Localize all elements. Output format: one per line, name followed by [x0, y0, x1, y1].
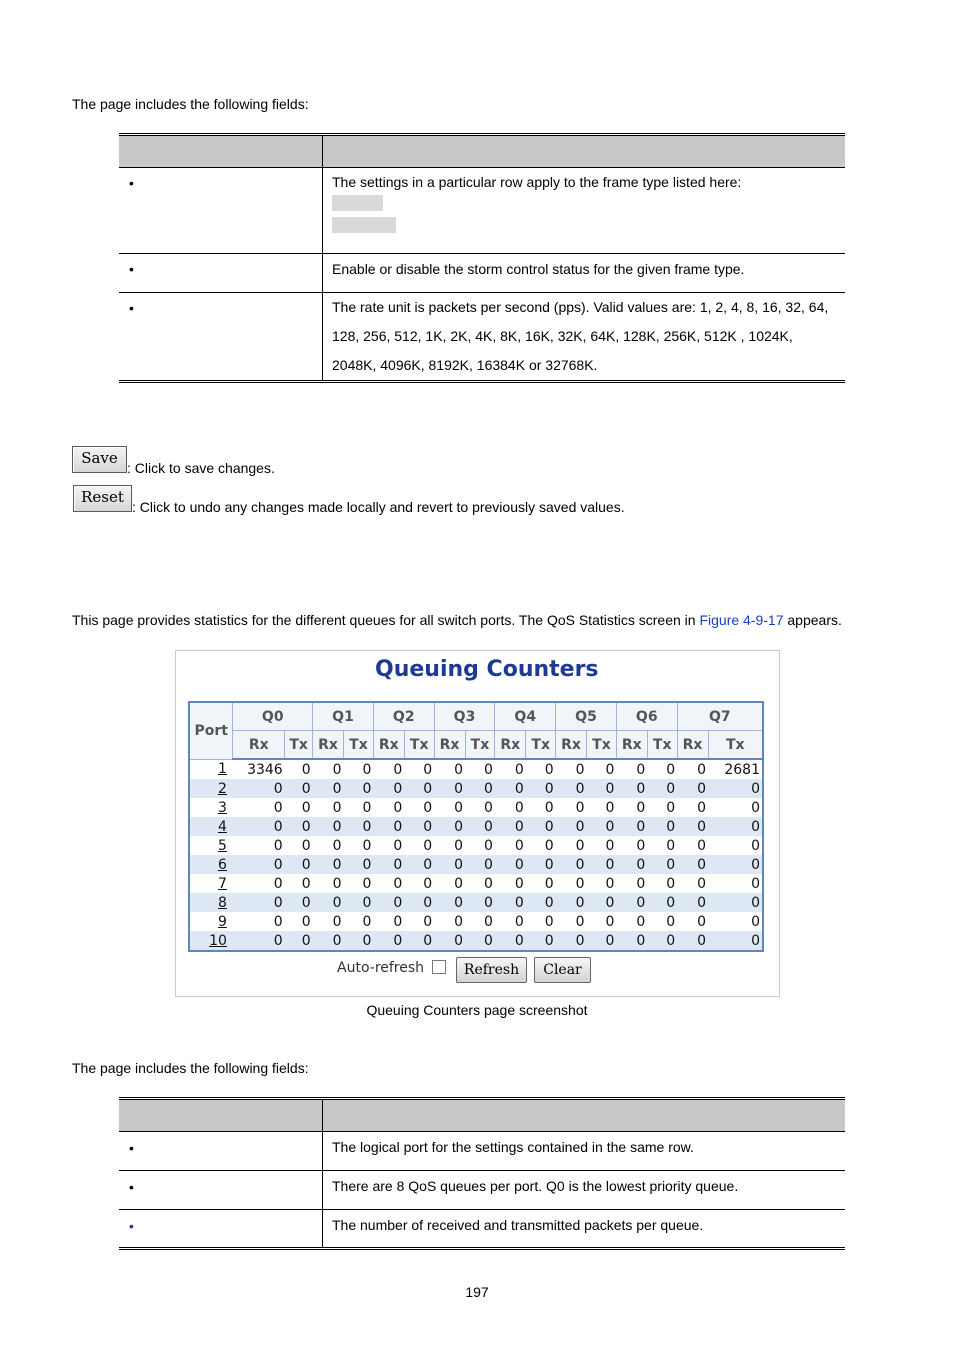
rx-count-cell: 0 [575, 913, 585, 930]
rx-count-cell: 0 [393, 799, 403, 816]
port-link[interactable]: 9 [217, 913, 227, 930]
reset-description: : Click to undo any changes made locally and revert to previously saved values. [132, 499, 625, 515]
table-row [119, 1171, 845, 1210]
table-header-object [119, 1099, 323, 1132]
tx-count-cell: 0 [362, 913, 372, 930]
table-row [189, 912, 763, 931]
rx-count-cell: 0 [514, 875, 524, 892]
row-description: There are 8 QoS queues per port. Q0 is the lowest priority queue. [323, 1171, 846, 1210]
tx-count-cell: 0 [708, 817, 763, 836]
rx-count-cell: 0 [393, 761, 403, 778]
rx-tx-header-row [189, 731, 763, 760]
frame-type-placeholder [332, 217, 396, 233]
rx-header: Rx [313, 731, 344, 760]
tx-count-cell: 0 [587, 931, 617, 951]
auto-refresh-checkbox[interactable] [432, 960, 446, 974]
tx-count-cell: 0 [404, 855, 434, 874]
rx-count-cell: 0 [677, 931, 708, 951]
rx-header: Rx [616, 731, 647, 760]
queue-header: Q3 [434, 702, 495, 731]
tx-header: Tx [285, 731, 313, 760]
rx-count-cell: 0 [636, 875, 646, 892]
tx-count-cell: 0 [605, 837, 615, 854]
tx-count-cell: 2681 [724, 761, 760, 778]
rx-count-cell: 0 [636, 913, 646, 930]
rx-count-cell: 0 [575, 799, 585, 816]
tx-count-cell: 0 [587, 855, 617, 874]
tx-count-cell: 0 [423, 913, 433, 930]
row-description: Enable or disable the storm control status for the given frame type. [323, 254, 846, 293]
rx-header: Rx [556, 731, 587, 760]
rx-count-cell: 0 [313, 855, 344, 874]
rx-count-cell: 0 [495, 855, 526, 874]
table-header-description [323, 135, 846, 168]
save-button[interactable]: Save [72, 446, 127, 473]
rx-count-cell: 0 [495, 931, 526, 951]
tx-header: Tx [404, 731, 434, 760]
tx-count-cell: 0 [483, 799, 493, 816]
tx-count-cell: 0 [285, 779, 313, 798]
bullet: • [129, 1179, 134, 1195]
rx-count-cell: 0 [332, 761, 342, 778]
tx-count-cell: 0 [465, 855, 495, 874]
tx-count-cell: 0 [483, 875, 493, 892]
tx-count-cell: 0 [605, 799, 615, 816]
queue-header-row [189, 702, 763, 731]
port-link[interactable]: 10 [189, 931, 233, 951]
rx-count-cell: 0 [373, 779, 404, 798]
rx-count-cell: 0 [677, 855, 708, 874]
tx-count-cell: 0 [605, 761, 615, 778]
rx-count-cell: 0 [454, 837, 463, 854]
rx-count-cell: 0 [332, 913, 342, 930]
rx-count-cell: 0 [434, 893, 465, 912]
rx-count-cell: 0 [273, 837, 283, 854]
row-description-line: 128, 256, 512, 1K, 2K, 4K, 8K, 16K, 32K, 64K, 128K, 256K, 512K , 1024K, [332, 328, 793, 344]
tx-count-cell: 0 [666, 913, 676, 930]
rx-count-cell: 0 [233, 931, 285, 951]
tx-count-cell: 0 [344, 931, 374, 951]
fields-table-2 [119, 1097, 845, 1250]
tx-count-cell: 0 [587, 817, 617, 836]
queue-header: Q1 [313, 702, 374, 731]
port-header: Port [189, 702, 233, 759]
rx-count-cell: 0 [332, 837, 342, 854]
rx-count-cell: 0 [495, 817, 526, 836]
intro-text-1: The page includes the following fields: [72, 96, 309, 112]
rx-count-cell: 0 [373, 893, 404, 912]
rx-count-cell: 0 [677, 893, 708, 912]
rx-count-cell: 0 [273, 875, 283, 892]
tx-count-cell: 0 [708, 779, 763, 798]
intro-text-3: The page includes the following fields: [72, 1060, 309, 1076]
table-row [189, 779, 763, 798]
bullet: • [129, 1140, 134, 1156]
rx-count-cell: 0 [636, 761, 646, 778]
rx-count-cell: 0 [273, 913, 283, 930]
save-description: : Click to save changes. [127, 460, 275, 476]
rx-count-cell: 0 [514, 799, 524, 816]
rx-count-cell: 0 [454, 799, 463, 816]
table-row [119, 168, 845, 254]
page-number: 197 [465, 1284, 489, 1300]
tx-count-cell: 0 [465, 779, 495, 798]
tx-count-cell: 0 [647, 855, 677, 874]
clear-button[interactable]: Clear [534, 957, 591, 983]
row-description: The logical port for the settings contained in the same row. [323, 1132, 846, 1171]
queue-header: Q5 [556, 702, 617, 731]
tx-count-cell: 0 [544, 799, 554, 816]
tx-count-cell: 0 [285, 855, 313, 874]
table-row [189, 893, 763, 912]
reset-button[interactable]: Reset [73, 485, 132, 512]
rx-count-cell: 0 [514, 761, 524, 778]
rx-count-cell: 0 [233, 779, 285, 798]
tx-count-cell: 0 [465, 893, 495, 912]
tx-count-cell: 0 [605, 875, 615, 892]
figure-caption: Queuing Counters page screenshot [366, 1002, 588, 1018]
queue-header: Q4 [495, 702, 556, 731]
bullet: • [129, 1218, 134, 1234]
rx-count-cell: 0 [273, 799, 283, 816]
rx-count-cell: 0 [393, 837, 403, 854]
tx-count-cell: 0 [404, 817, 434, 836]
queue-header: Q2 [373, 702, 434, 731]
queuing-counters-screenshot [175, 650, 780, 997]
port-link[interactable]: 6 [189, 855, 233, 874]
tx-count-cell: 0 [666, 837, 676, 854]
tx-count-cell: 0 [526, 931, 556, 951]
rx-count-cell: 0 [313, 931, 344, 951]
tx-count-cell: 0 [526, 893, 556, 912]
rx-header: Rx [373, 731, 404, 760]
table-row [119, 293, 845, 382]
tx-count-cell: 0 [483, 913, 493, 930]
rx-header: Rx [434, 731, 465, 760]
rx-count-cell: 0 [514, 913, 524, 930]
tx-count-cell: 0 [483, 761, 493, 778]
rx-count-cell: 0 [495, 779, 526, 798]
rx-count-cell: 0 [636, 799, 646, 816]
rx-count-cell: 0 [575, 875, 585, 892]
port-link[interactable]: 7 [217, 875, 227, 892]
rx-count-cell: 0 [677, 779, 708, 798]
tx-count-cell: 0 [301, 913, 311, 930]
rx-count-cell: 0 [233, 855, 285, 874]
rx-count-cell: 0 [697, 761, 706, 778]
rx-count-cell: 3346 [247, 761, 283, 778]
port-link[interactable]: 2 [189, 779, 233, 798]
tx-count-cell: 0 [362, 761, 372, 778]
rx-count-cell: 0 [332, 799, 342, 816]
rx-count-cell: 0 [697, 875, 706, 892]
rx-count-cell: 0 [616, 779, 647, 798]
rx-count-cell: 0 [697, 837, 706, 854]
rx-count-cell: 0 [697, 913, 706, 930]
rx-count-cell: 0 [616, 855, 647, 874]
tx-count-cell: 0 [544, 875, 554, 892]
tx-count-cell: 0 [587, 893, 617, 912]
rx-count-cell: 0 [313, 817, 344, 836]
tx-count-cell: 0 [751, 913, 760, 930]
tx-count-cell: 0 [423, 875, 433, 892]
rx-count-cell: 0 [332, 875, 342, 892]
tx-count-cell: 0 [708, 855, 763, 874]
fields-table-1 [119, 133, 845, 383]
rx-count-cell: 0 [556, 893, 587, 912]
tx-header: Tx [465, 731, 495, 760]
table-header-row [119, 135, 845, 168]
rx-count-cell: 0 [575, 837, 585, 854]
tx-count-cell: 0 [362, 799, 372, 816]
tx-header: Tx [344, 731, 374, 760]
rx-count-cell: 0 [616, 893, 647, 912]
tx-count-cell: 0 [301, 799, 311, 816]
rx-count-cell: 0 [454, 913, 463, 930]
page-title: Queuing Counters [375, 657, 599, 682]
row-description: The settings in a particular row apply to the frame type listed here: [332, 174, 742, 190]
tx-count-cell: 0 [285, 893, 313, 912]
tx-header: Tx [708, 731, 763, 760]
tx-count-cell: 0 [666, 875, 676, 892]
rx-count-cell: 0 [636, 837, 646, 854]
port-link[interactable]: 3 [217, 799, 227, 816]
queue-header: Q6 [616, 702, 677, 731]
queue-header: Q7 [677, 702, 763, 731]
rx-count-cell: 0 [677, 817, 708, 836]
rx-count-cell: 0 [556, 817, 587, 836]
tx-count-cell: 0 [344, 817, 374, 836]
tx-count-cell: 0 [285, 931, 313, 951]
tx-count-cell: 0 [751, 875, 760, 892]
rx-count-cell: 0 [393, 875, 403, 892]
tx-count-cell: 0 [708, 931, 763, 951]
tx-header: Tx [647, 731, 677, 760]
rx-count-cell: 0 [556, 855, 587, 874]
tx-count-cell: 0 [423, 799, 433, 816]
bullet: • [129, 175, 134, 191]
auto-refresh-label: Auto-refresh [337, 960, 425, 976]
tx-count-cell: 0 [647, 817, 677, 836]
tx-count-cell: 0 [301, 875, 311, 892]
queue-header: Q0 [233, 702, 313, 731]
row-description-line: The rate unit is packets per second (pps). Valid values are: 1, 2, 4, 8, 16, 32, 64, [332, 299, 829, 315]
port-link[interactable]: 8 [189, 893, 233, 912]
tx-header: Tx [526, 731, 556, 760]
rx-count-cell: 0 [556, 779, 587, 798]
intro-text: This page provides statistics for the different queues for all switch ports. The QoS Statistics screen in [72, 612, 700, 628]
tx-count-cell: 0 [666, 761, 676, 778]
rx-count-cell: 0 [434, 817, 465, 836]
tx-count-cell: 0 [344, 855, 374, 874]
tx-count-cell: 0 [751, 799, 760, 816]
table-row [189, 817, 763, 836]
rx-count-cell: 0 [556, 931, 587, 951]
tx-count-cell: 0 [404, 931, 434, 951]
rx-count-cell: 0 [434, 855, 465, 874]
table-row [189, 855, 763, 874]
table-row [189, 836, 763, 855]
tx-count-cell: 0 [587, 779, 617, 798]
tx-count-cell: 0 [301, 761, 311, 778]
table-header-description [323, 1099, 846, 1132]
table-row [189, 759, 763, 779]
rx-count-cell: 0 [434, 931, 465, 951]
tx-count-cell: 0 [362, 875, 372, 892]
table-header-object [119, 135, 323, 168]
rx-count-cell: 0 [616, 931, 647, 951]
tx-count-cell: 0 [526, 855, 556, 874]
rx-count-cell: 0 [575, 761, 585, 778]
tx-count-cell: 0 [544, 761, 554, 778]
port-link[interactable]: 1 [217, 761, 227, 778]
intro-text: appears. [783, 612, 842, 628]
frame-type-placeholder [332, 195, 383, 211]
tx-count-cell: 0 [708, 893, 763, 912]
tx-count-cell: 0 [647, 931, 677, 951]
rx-header: Rx [677, 731, 708, 760]
tx-count-cell: 0 [285, 817, 313, 836]
tx-count-cell: 0 [751, 837, 760, 854]
tx-count-cell: 0 [301, 837, 311, 854]
row-description: The number of received and transmitted packets per queue. [323, 1210, 846, 1249]
bullet: • [129, 300, 134, 316]
tx-count-cell: 0 [423, 837, 433, 854]
intro-text-2 [72, 612, 842, 628]
table-row [119, 1132, 845, 1171]
rx-count-cell: 0 [373, 931, 404, 951]
tx-count-cell: 0 [423, 761, 433, 778]
queuing-counters-body [189, 759, 763, 951]
port-link[interactable]: 5 [217, 837, 227, 854]
tx-count-cell: 0 [526, 817, 556, 836]
tx-count-cell: 0 [404, 893, 434, 912]
rx-count-cell: 0 [233, 893, 285, 912]
rx-count-cell: 0 [514, 837, 524, 854]
table-row [189, 798, 763, 817]
tx-count-cell: 0 [404, 779, 434, 798]
tx-count-cell: 0 [666, 799, 676, 816]
rx-count-cell: 0 [393, 913, 403, 930]
refresh-button[interactable]: Refresh [456, 957, 527, 983]
rx-count-cell: 0 [434, 779, 465, 798]
rx-header: Rx [233, 731, 285, 760]
rx-count-cell: 0 [454, 875, 463, 892]
table-row [189, 874, 763, 893]
tx-count-cell: 0 [647, 779, 677, 798]
port-link[interactable]: 4 [189, 817, 233, 836]
tx-header: Tx [587, 731, 617, 760]
bullet: • [129, 261, 134, 277]
figure-link[interactable]: Figure 4-9-17 [699, 612, 784, 628]
rx-header: Rx [495, 731, 526, 760]
rx-count-cell: 0 [495, 893, 526, 912]
tx-count-cell: 0 [465, 817, 495, 836]
tx-count-cell: 0 [526, 779, 556, 798]
table-row [189, 931, 763, 951]
rx-count-cell: 0 [616, 817, 647, 836]
tx-count-cell: 0 [465, 931, 495, 951]
tx-count-cell: 0 [344, 893, 374, 912]
table-row [119, 254, 845, 293]
tx-count-cell: 0 [544, 913, 554, 930]
rx-count-cell: 0 [454, 761, 463, 778]
rx-count-cell: 0 [373, 855, 404, 874]
tx-count-cell: 0 [483, 837, 493, 854]
rx-count-cell: 0 [233, 817, 285, 836]
rx-count-cell: 0 [313, 893, 344, 912]
tx-count-cell: 0 [344, 779, 374, 798]
row-description-line: 2048K, 4096K, 8192K, 16384K or 32768K. [332, 357, 598, 373]
rx-count-cell: 0 [697, 799, 706, 816]
tx-count-cell: 0 [647, 893, 677, 912]
table-row [119, 1210, 845, 1249]
tx-count-cell: 0 [605, 913, 615, 930]
rx-count-cell: 0 [373, 817, 404, 836]
tx-count-cell: 0 [362, 837, 372, 854]
tx-count-cell: 0 [544, 837, 554, 854]
queuing-counters-table [188, 701, 764, 952]
table-header-row [119, 1099, 845, 1132]
rx-count-cell: 0 [313, 779, 344, 798]
